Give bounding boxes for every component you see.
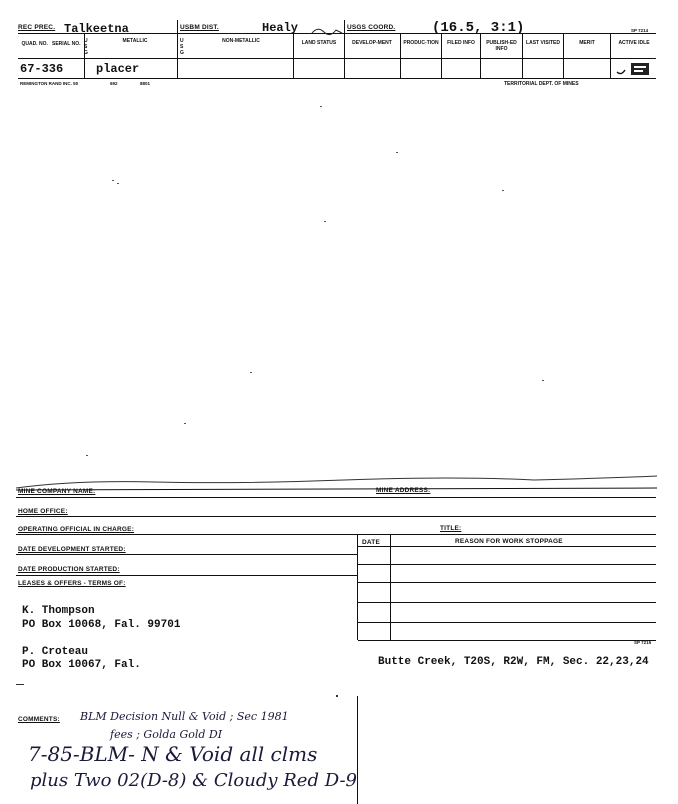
dash-mark: [16, 684, 24, 685]
location-description: Butte Creek, T20S, R2W, FM, Sec. 22,23,24: [378, 656, 649, 668]
title-label: TITLE:: [440, 525, 462, 532]
date-col-header: DATE: [362, 539, 381, 546]
form-code-top: SP 7214: [631, 28, 649, 33]
dept-name: TERRITORIAL DEPT. OF MINES: [504, 81, 579, 87]
printer-credit: REMINGTON RAND INC. 50: [20, 81, 79, 86]
date-prod-label: DATE PRODUCTION STARTED:: [18, 566, 120, 573]
lessee1-address: PO Box 10068, Fal. 99701: [22, 619, 181, 631]
reason-col-header: REASON FOR WORK STOPPAGE: [455, 538, 563, 545]
col-metallic: METALLIC: [122, 38, 148, 44]
printer-code-1: 692: [110, 81, 118, 86]
date-dev-label: DATE DEVELOPMENT STARTED:: [18, 546, 126, 553]
handwritten-note-1: BLM Decision Null & Void ; Sec 1981: [80, 710, 289, 723]
quad-serial-value: 67-336: [20, 62, 64, 76]
col-nonmetallic-usg: U S G: [180, 38, 184, 56]
mine-address-label: MINE ADDRESS:: [376, 487, 431, 494]
rec-prec-label: REC PREC.: [18, 24, 56, 31]
leases-label: LEASES & OFFERS - TERMS OF:: [18, 580, 126, 587]
form-code-bottom: SP 7215: [634, 640, 652, 645]
comments-label: COMMENTS:: [18, 716, 60, 723]
lessee2-address: PO Box 10067, Fal.: [22, 659, 141, 671]
col-production: PRODUC-TION: [403, 40, 439, 46]
lessee2-name: P. Croteau: [22, 646, 89, 658]
usbm-dist-value: Healy: [262, 21, 299, 35]
dot-mark: [336, 695, 338, 697]
col-merit: MERIT: [579, 40, 595, 46]
lessee1-name: K. Thompson: [22, 605, 95, 617]
rec-prec-value: Talkeetna: [64, 22, 129, 36]
handwritten-note-2: fees ; Golda Gold DI: [110, 728, 223, 741]
home-office-label: HOME OFFICE:: [18, 508, 68, 515]
col-last-visited: LAST VISITED: [526, 40, 560, 46]
usbm-dist-label: USBM DIST.: [180, 24, 219, 31]
col-active-idle: ACTIVE IDLE: [618, 40, 650, 46]
col-quad-serial: QUAD. NO. SERIAL NO.: [21, 41, 81, 47]
scribble-mark: [310, 24, 344, 36]
col-metallic-usg: U S G: [84, 38, 88, 56]
col-development: DEVELOP-MENT: [352, 40, 392, 46]
usgs-coord-label: USGS COORD.: [347, 24, 396, 31]
printer-code-2: 8801: [140, 81, 151, 86]
active-idle-stamp: [613, 58, 653, 78]
card-edge: [14, 470, 659, 492]
operating-official-label: OPERATING OFFICIAL IN CHARGE:: [18, 526, 135, 533]
metallic-value: placer: [96, 62, 140, 76]
mine-company-label: MINE COMPANY NAME:: [18, 488, 96, 495]
col-land-status: LAND STATUS: [301, 40, 337, 46]
handwritten-note-4: plus Two 02(D-8) & Cloudy Red D-9: [30, 770, 357, 791]
col-nonmetallic: NON-METALLIC: [222, 38, 260, 44]
col-published-info: PUBLISH-ED INFO: [486, 40, 517, 52]
handwritten-note-3: 7-85-BLM- N & Void all clms: [28, 742, 318, 766]
col-filed-info: FILED INFO: [447, 40, 475, 46]
usgs-coord-value: (16.5, 3:1): [432, 20, 525, 36]
